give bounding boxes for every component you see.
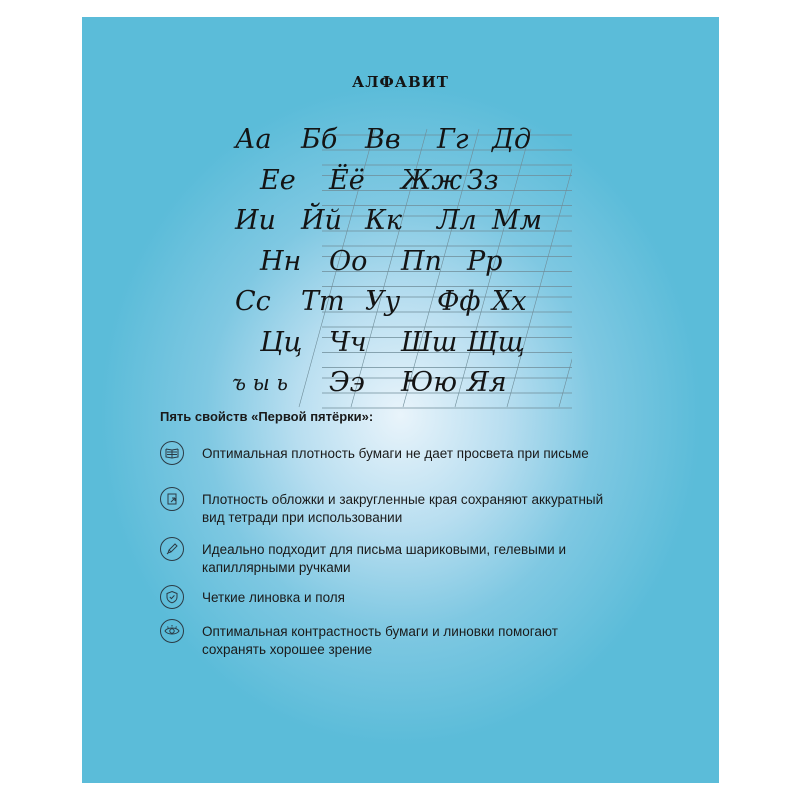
book-pages-icon [160, 441, 184, 465]
alphabet-letter-pair: Пп [401, 245, 442, 277]
alphabet-row [235, 285, 572, 325]
alphabet-row [242, 164, 572, 204]
alphabet-letter-pair: Ёё [329, 164, 365, 196]
feature-text: Плотность обложки и закругленные края сохраняют аккуратный вид тетради при использовании [202, 492, 604, 525]
alphabet-letter-pair: Яя [467, 367, 507, 398]
alphabet-row [242, 245, 572, 285]
feature-text: Оптимальная контрастность бумаги и линовки помогают сохранять хорошее зрение [202, 624, 558, 657]
alphabet-letter-pair: Сс [235, 286, 271, 317]
alphabet-letter-pair: Аа [235, 124, 272, 155]
alphabet-letter-pair: Цц [260, 326, 303, 358]
alphabet-letter-pair: Чч [329, 326, 367, 358]
feature-text: Идеально подходит для письма шариковыми, гелевыми и капиллярными ручками [202, 542, 566, 575]
alphabet-letter-pair: Вв [365, 124, 401, 155]
alphabet-title: АЛФАВИТ [352, 73, 449, 91]
alphabet-letter-pair: Жж [401, 164, 463, 196]
alphabet-letter-pair: Лл [437, 205, 477, 236]
features-heading: Пять свойств «Первой пятёрки»: [160, 409, 374, 424]
pen-icon [160, 537, 184, 561]
feature-text: Оптимальная плотность бумаги не дает просвета при письме [202, 446, 589, 461]
eye-icon [160, 619, 184, 643]
alphabet-row [235, 123, 572, 163]
shield-check-icon [160, 585, 184, 609]
alphabet-letter-pair: Нн [260, 245, 302, 277]
alphabet-letter-pair: ъ ы ь [232, 371, 288, 395]
alphabet-letter-pair: Кк [365, 205, 403, 236]
feature-text: Четкие линовка и поля [202, 590, 345, 605]
alphabet-letter-pair: Фф [437, 286, 481, 317]
alphabet-letter-pair: Йй [301, 205, 342, 236]
alphabet-letter-pair: Дд [492, 124, 532, 155]
alphabet-letter-pair: Оо [329, 245, 368, 277]
alphabet-letter-pair: Ээ [329, 367, 365, 398]
alphabet-letter-pair: Ии [235, 205, 276, 236]
alphabet-letter-pair: Гг [437, 124, 469, 155]
alphabet-chart [232, 117, 572, 417]
alphabet-row [242, 326, 572, 366]
alphabet-row [232, 366, 572, 406]
alphabet-letter-pair: Хх [492, 286, 527, 317]
alphabet-letter-pair: Тт [301, 286, 345, 317]
alphabet-letter-pair: Бб [301, 124, 338, 155]
notebook-corner-icon [160, 487, 184, 511]
alphabet-letter-pair: Мм [492, 205, 543, 236]
alphabet-letter-pair: Уу [365, 286, 401, 317]
alphabet-letter-pair: Рр [467, 245, 503, 277]
alphabet-letter-pair: Ее [260, 164, 296, 196]
alphabet-letter-pair: Щщ [467, 326, 525, 358]
alphabet-letter-pair: Зз [467, 164, 499, 196]
alphabet-letter-pair: Шш [401, 326, 458, 358]
alphabet-row [235, 204, 572, 244]
alphabet-letter-pair: Юю [401, 367, 457, 398]
notebook-cover [82, 17, 719, 783]
